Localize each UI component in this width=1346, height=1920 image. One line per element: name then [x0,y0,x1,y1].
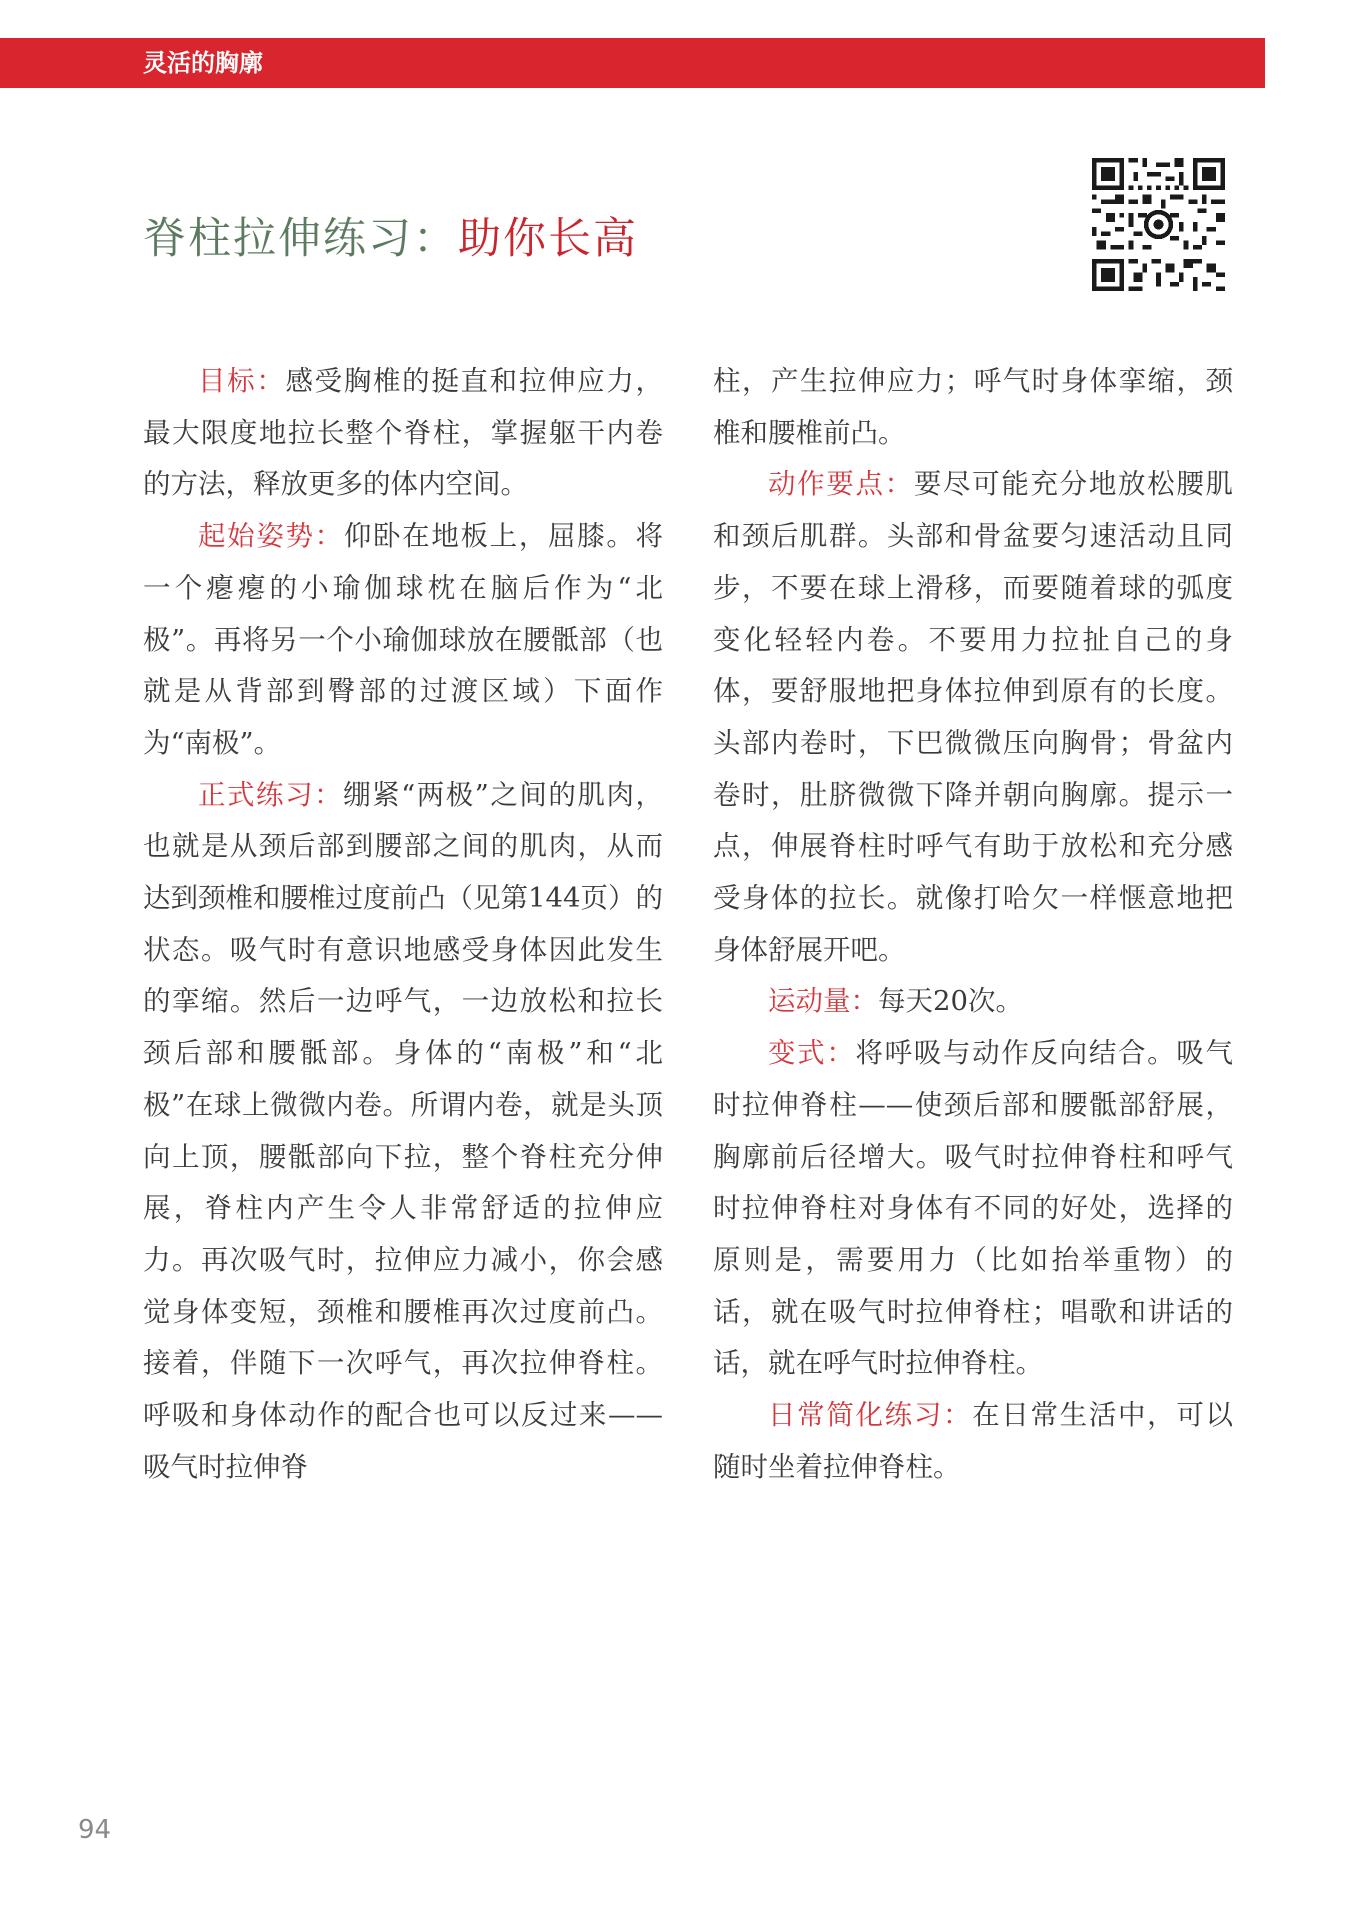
paragraph-daily-practice [713,1390,1233,1493]
text-daily-practice: 在日常生活中，可以随时坐着拉伸脊柱。 [713,1399,1234,1483]
label-exercise: 正式练习： [198,778,344,811]
label-goal: 目标： [198,365,286,397]
text-variation: 将呼吸与动作反向结合。吸气时拉伸脊柱——使颈后部和腰骶部舒展，胸廓前后径增大。吸气时拉伸脊柱和呼气时拉伸脊柱对身体有不同的好处，选择的原则是，需要用力（比如抬举重物）的话，就在吸气时拉伸脊柱；唱歌和讲话的话，就在呼气时拉伸脊柱。 [713,1037,1233,1380]
page-title [143,205,638,266]
label-variation: 变式： [768,1037,856,1070]
text-exercise-continued: 柱，产生拉伸应力；呼气时身体挛缩，颈椎和腰椎前凸。 [713,365,1233,449]
qr-code-icon[interactable] [1092,158,1225,291]
text-goal: 感受胸椎的挺直和拉伸应力，最大限度地拉长整个脊柱，掌握躯干内卷的方法，释放更多的体内空间。 [143,365,663,501]
left-column [143,356,663,1493]
label-start-position: 起始姿势： [198,520,344,553]
section-header-bar [0,38,1265,88]
label-key-points: 动作要点： [768,468,914,501]
page-number: 94 [78,1815,112,1845]
title-separator: ： [413,214,458,264]
paragraph-start-position [143,511,663,770]
text-start-position: 仰卧在地板上，屈膝。将一个瘪瘪的小瑜伽球枕在脑后作为“北极”。再将另一个小瑜伽球放在腰骶部（也就是从背部到臀部的过渡区域）下面作为“南极”。 [143,520,664,759]
paragraph-key-points [713,459,1233,976]
paragraph-exercise-continued [713,356,1233,459]
text-volume: 每天20次。 [878,985,1023,1018]
title-main: 脊柱拉伸练习 [143,214,413,264]
paragraph-variation [713,1028,1233,1390]
title-accent: 助你长高 [458,214,638,264]
right-column [713,356,1233,1493]
text-exercise: 绷紧“两极”之间的肌肉，也就是从颈后部到腰部之间的肌肉，从而达到颈椎和腰椎过度前凸（见第144页）的状态。吸气时有意识地感受身体因此发生的挛缩。然后一边呼气，一边放松和拉长颈后部和腰骶部。身体的“南极”和“北极”在球上微微内卷。所谓内卷，就是头顶向上顶，腰骶部向下拉，整个脊柱充分伸展，脊柱内产生令人非常舒适的拉伸应力。再次吸气时，拉伸应力减小，你会感觉身体变短，颈椎和腰椎再次过度前凸。接着，伴随下一次呼气，再次拉伸脊柱。呼吸和身体动作的配合也可以反过来——吸气时拉伸脊 [143,778,663,1483]
paragraph-volume [713,976,1233,1028]
paragraph-exercise [143,770,663,1494]
section-title: 灵活的胸廓 [143,49,263,77]
paragraph-goal [143,356,663,511]
label-volume: 运动量： [768,985,878,1018]
label-daily-practice: 日常简化练习： [768,1399,973,1432]
text-key-points: 要尽可能充分地放松腰肌和颈后肌群。头部和骨盆要匀速活动且同步，不要在球上滑移，而要随着球的弧度变化轻轻内卷。不要用力拉扯自己的身体，要舒服地把身体拉伸到原有的长度。头部内卷时，下巴微微压向胸骨；骨盆内卷时，肚脐微微下降并朝向胸廓。提示一点，伸展脊柱时呼气有助于放松和充分感受身体的拉长。就像打哈欠一样惬意地把身体舒展开吧。 [713,468,1234,966]
